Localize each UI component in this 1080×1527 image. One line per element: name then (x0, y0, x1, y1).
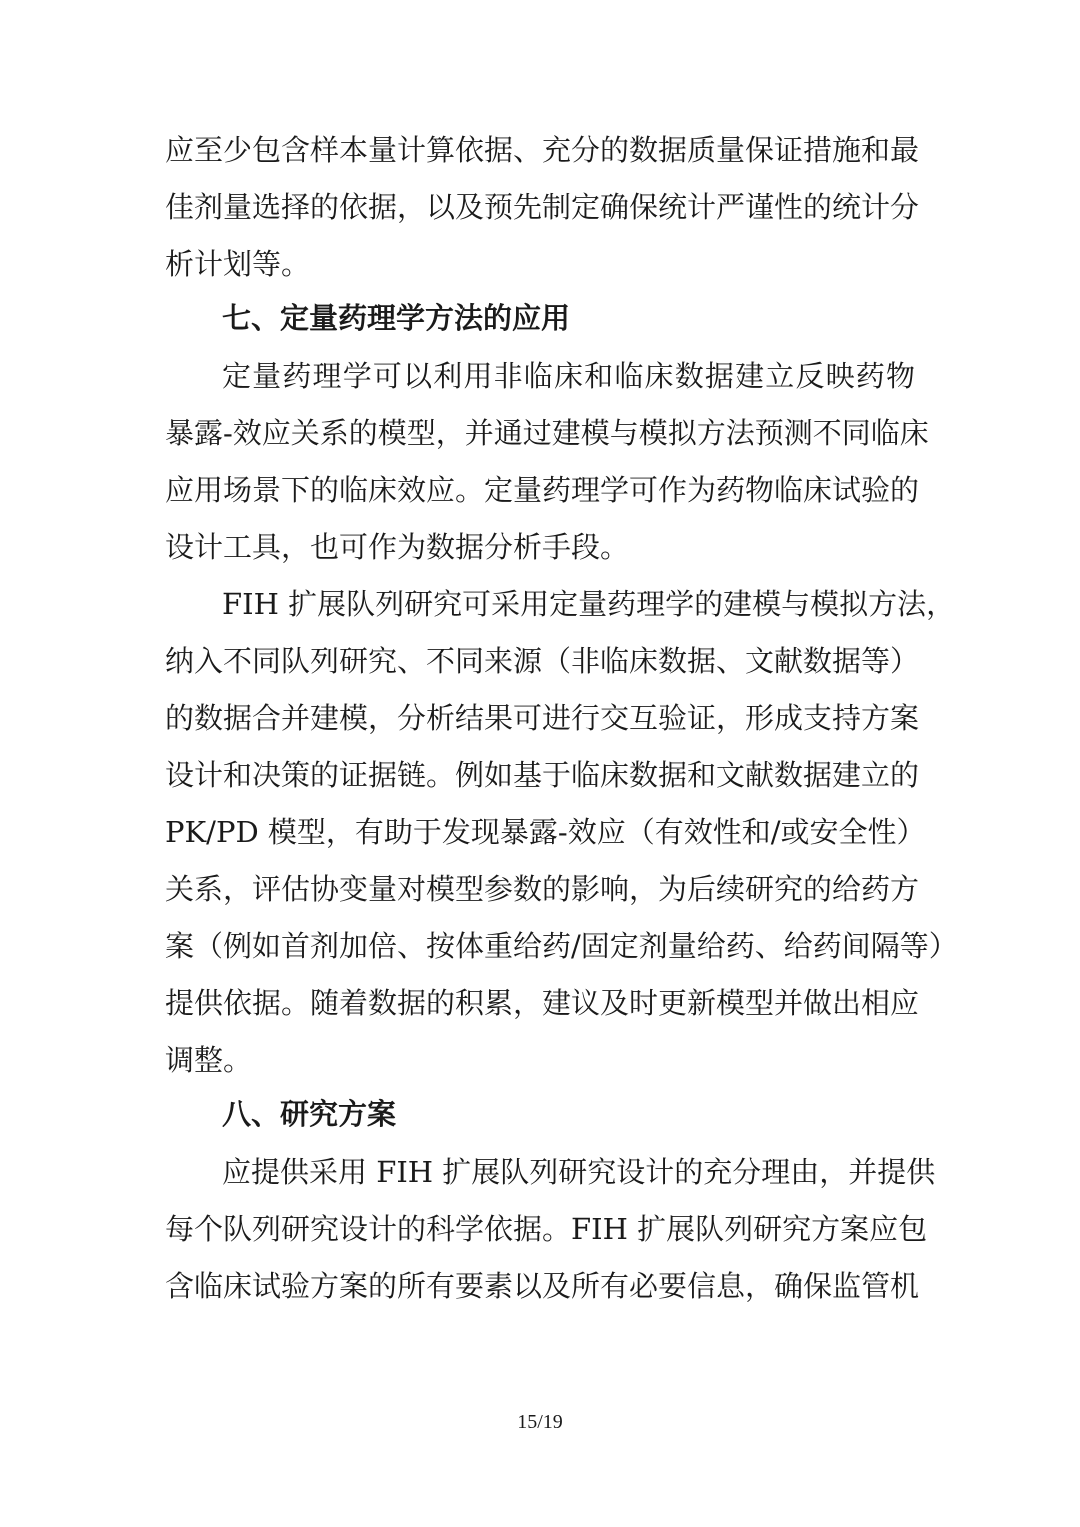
paragraph-line: 含临床试验方案的所有要素以及所有必要信息，确保监管机 (165, 1269, 920, 1303)
paragraph-line: 每个队列研究设计的科学依据。FIH 扩展队列研究方案应包 (165, 1212, 928, 1246)
paragraph-line: 调整。 (165, 1043, 253, 1077)
section-heading-7: 七、定量药理学方法的应用 (222, 301, 571, 335)
paragraph-line: FIH 扩展队列研究可采用定量药理学的建模与模拟方法， (222, 587, 956, 621)
paragraph-line: 定量药理学可以利用非临床和临床数据建立反映药物 (222, 359, 915, 393)
paragraph-line: 佳剂量选择的依据，以及预先制定确保统计严谨性的统计分 (165, 190, 920, 224)
paragraph-line: PK/PD 模型，有助于发现暴露-效应（有效性和/或安全性） (165, 815, 926, 849)
section-heading-8: 八、研究方案 (222, 1097, 397, 1131)
paragraph-line: 关系，评估协变量对模型参数的影响，为后续研究的给药方 (165, 872, 920, 906)
paragraph-line: 设计工具，也可作为数据分析手段。 (165, 530, 630, 564)
paragraph-line: 纳入不同队列研究、不同来源（非临床数据、文献数据等） (165, 644, 920, 678)
paragraph-line: 提供依据。随着数据的积累，建议及时更新模型并做出相应 (165, 986, 920, 1020)
paragraph-line: 应至少包含样本量计算依据、充分的数据质量保证措施和最 (165, 133, 920, 167)
paragraph-line: 暴露-效应关系的模型，并通过建模与模拟方法预测不同临床 (165, 416, 929, 450)
page-number: 15/19 (517, 1411, 563, 1433)
paragraph-line: 应用场景下的临床效应。定量药理学可作为药物临床试验的 (165, 473, 920, 507)
paragraph-line: 应提供采用 FIH 扩展队列研究设计的充分理由，并提供 (222, 1155, 936, 1189)
paragraph-line: 设计和决策的证据链。例如基于临床数据和文献数据建立的 (165, 758, 920, 792)
paragraph-line: 析计划等。 (165, 247, 311, 281)
paragraph-line: 案（例如首剂加倍、按体重给药/固定剂量给药、给药间隔等） (165, 929, 958, 963)
paragraph-line: 的数据合并建模，分析结果可进行交互验证，形成支持方案 (165, 701, 920, 735)
